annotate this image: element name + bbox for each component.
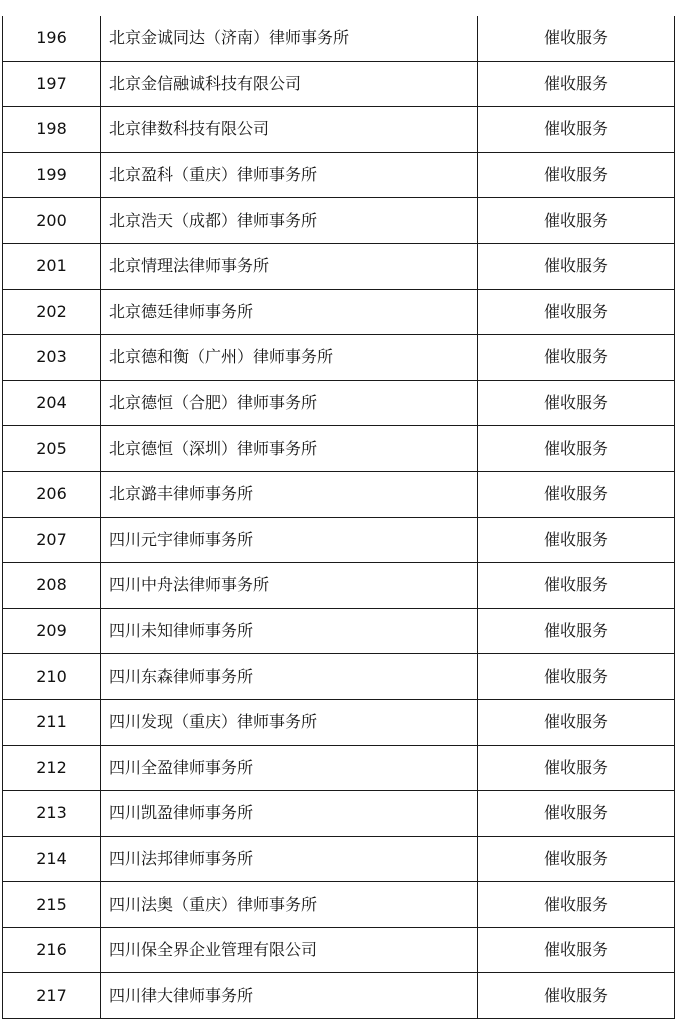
table-row (3, 16, 675, 61)
table-row (3, 608, 675, 654)
agency-name: 四川律大律师事务所 (101, 973, 478, 1019)
row-number: 200 (3, 198, 101, 244)
service-type: 催收服务 (478, 654, 675, 700)
service-type: 催收服务 (478, 380, 675, 426)
row-number: 207 (3, 517, 101, 563)
table-row (3, 380, 675, 426)
table-row (3, 563, 675, 609)
service-type: 催收服务 (478, 289, 675, 335)
row-number: 196 (3, 16, 101, 61)
table-row (3, 791, 675, 837)
agency-name: 北京情理法律师事务所 (101, 243, 478, 289)
agency-name: 四川凯盈律师事务所 (101, 791, 478, 837)
table-row (3, 654, 675, 700)
service-type: 催收服务 (478, 198, 675, 244)
row-number: 209 (3, 608, 101, 654)
table-row (3, 973, 675, 1019)
table-row (3, 61, 675, 107)
row-number: 216 (3, 927, 101, 973)
service-type: 催收服务 (478, 745, 675, 791)
table-row (3, 289, 675, 335)
agency-name: 北京德恒（深圳）律师事务所 (101, 426, 478, 472)
agency-name: 北京德廷律师事务所 (101, 289, 478, 335)
service-type: 催收服务 (478, 608, 675, 654)
agency-name: 北京德恒（合肥）律师事务所 (101, 380, 478, 426)
row-number: 202 (3, 289, 101, 335)
table-row (3, 836, 675, 882)
document-page (2, 16, 674, 1019)
agency-name: 北京金诚同达（济南）律师事务所 (101, 16, 478, 61)
row-number: 198 (3, 107, 101, 153)
agency-name: 四川全盈律师事务所 (101, 745, 478, 791)
agency-name: 北京盈科（重庆）律师事务所 (101, 152, 478, 198)
row-number: 215 (3, 882, 101, 928)
table-row (3, 335, 675, 381)
table-row (3, 517, 675, 563)
agency-name: 北京金信融诚科技有限公司 (101, 61, 478, 107)
service-type: 催收服务 (478, 699, 675, 745)
table-row (3, 243, 675, 289)
service-type: 催收服务 (478, 517, 675, 563)
service-type: 催收服务 (478, 61, 675, 107)
service-type: 催收服务 (478, 107, 675, 153)
agency-name: 四川中舟法律师事务所 (101, 563, 478, 609)
service-type: 催收服务 (478, 152, 675, 198)
agency-table (2, 16, 675, 1019)
service-type: 催收服务 (478, 927, 675, 973)
row-number: 214 (3, 836, 101, 882)
table-row (3, 882, 675, 928)
table-row (3, 471, 675, 517)
row-number: 212 (3, 745, 101, 791)
agency-name: 四川元宇律师事务所 (101, 517, 478, 563)
service-type: 催收服务 (478, 563, 675, 609)
row-number: 203 (3, 335, 101, 381)
row-number: 204 (3, 380, 101, 426)
service-type: 催收服务 (478, 882, 675, 928)
agency-name: 北京律数科技有限公司 (101, 107, 478, 153)
row-number: 206 (3, 471, 101, 517)
agency-name: 四川法奥（重庆）律师事务所 (101, 882, 478, 928)
service-type: 催收服务 (478, 335, 675, 381)
service-type: 催收服务 (478, 791, 675, 837)
row-number: 210 (3, 654, 101, 700)
row-number: 199 (3, 152, 101, 198)
agency-name: 四川东森律师事务所 (101, 654, 478, 700)
agency-name: 四川法邦律师事务所 (101, 836, 478, 882)
table-row (3, 699, 675, 745)
service-type: 催收服务 (478, 973, 675, 1019)
table-row (3, 198, 675, 244)
table-row (3, 745, 675, 791)
agency-name: 北京潞丰律师事务所 (101, 471, 478, 517)
agency-name: 四川发现（重庆）律师事务所 (101, 699, 478, 745)
row-number: 213 (3, 791, 101, 837)
agency-name: 四川保全界企业管理有限公司 (101, 927, 478, 973)
agency-name: 四川未知律师事务所 (101, 608, 478, 654)
row-number: 197 (3, 61, 101, 107)
table-row (3, 927, 675, 973)
row-number: 208 (3, 563, 101, 609)
service-type: 催收服务 (478, 836, 675, 882)
table-row (3, 426, 675, 472)
agency-name: 北京浩天（成都）律师事务所 (101, 198, 478, 244)
table-row (3, 107, 675, 153)
row-number: 211 (3, 699, 101, 745)
row-number: 205 (3, 426, 101, 472)
row-number: 201 (3, 243, 101, 289)
agency-name: 北京德和衡（广州）律师事务所 (101, 335, 478, 381)
service-type: 催收服务 (478, 471, 675, 517)
service-type: 催收服务 (478, 16, 675, 61)
row-number: 217 (3, 973, 101, 1019)
table-row (3, 152, 675, 198)
service-type: 催收服务 (478, 243, 675, 289)
table-body (3, 16, 675, 1019)
service-type: 催收服务 (478, 426, 675, 472)
